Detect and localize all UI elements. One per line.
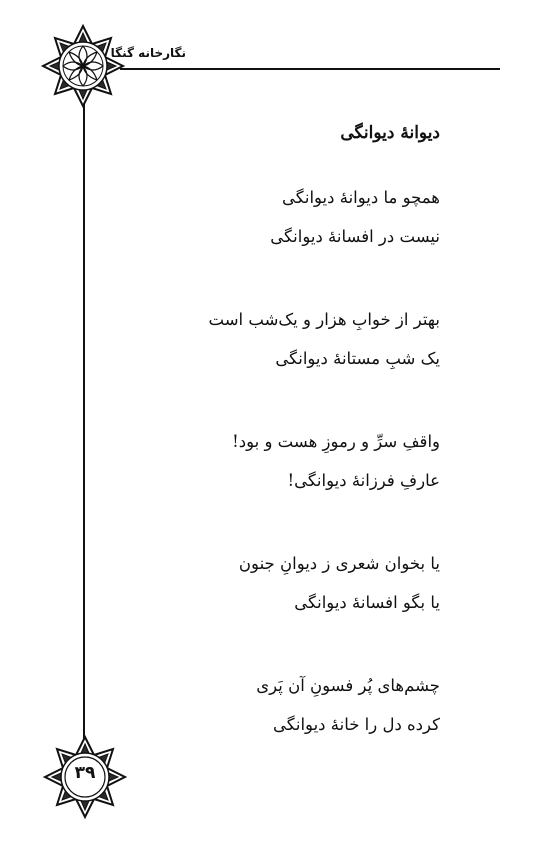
stanza <box>110 666 440 744</box>
poem-title: دیوانهٔ دیوانگی <box>340 123 440 143</box>
verse-line: کرده دل را خانهٔ دیوانگی <box>273 715 440 734</box>
verse-line: نیست در افسانهٔ دیوانگی <box>270 227 440 246</box>
page-number: ۳۹ <box>74 763 96 783</box>
verse-line: بهتر از خوابِ هزار و یک‌شب است <box>208 310 440 329</box>
verse-line: عارفِ فرزانهٔ دیوانگی! <box>287 471 440 490</box>
verse-line: همچو ما دیوانهٔ دیوانگی <box>281 188 440 207</box>
stanza <box>110 300 440 378</box>
verse-line: یا بگو افسانهٔ دیوانگی <box>294 593 440 612</box>
verse-line: واقفِ سرِّ و رموزِ هست و بود! <box>232 432 440 451</box>
verse-line: یا بخوان شعری ز دیوانِ جنون <box>238 554 440 573</box>
stanza <box>110 422 440 500</box>
poem <box>110 120 440 788</box>
book-title: نگارخانه گنگا <box>110 46 186 60</box>
stanza <box>110 178 440 256</box>
stanza <box>110 544 440 622</box>
verse-line: یک شبِ مستانهٔ دیوانگی <box>275 349 440 368</box>
verse-line: چشم‌های پُر فسونِ آن پَری <box>256 676 440 695</box>
header-ornament-icon <box>43 26 123 106</box>
